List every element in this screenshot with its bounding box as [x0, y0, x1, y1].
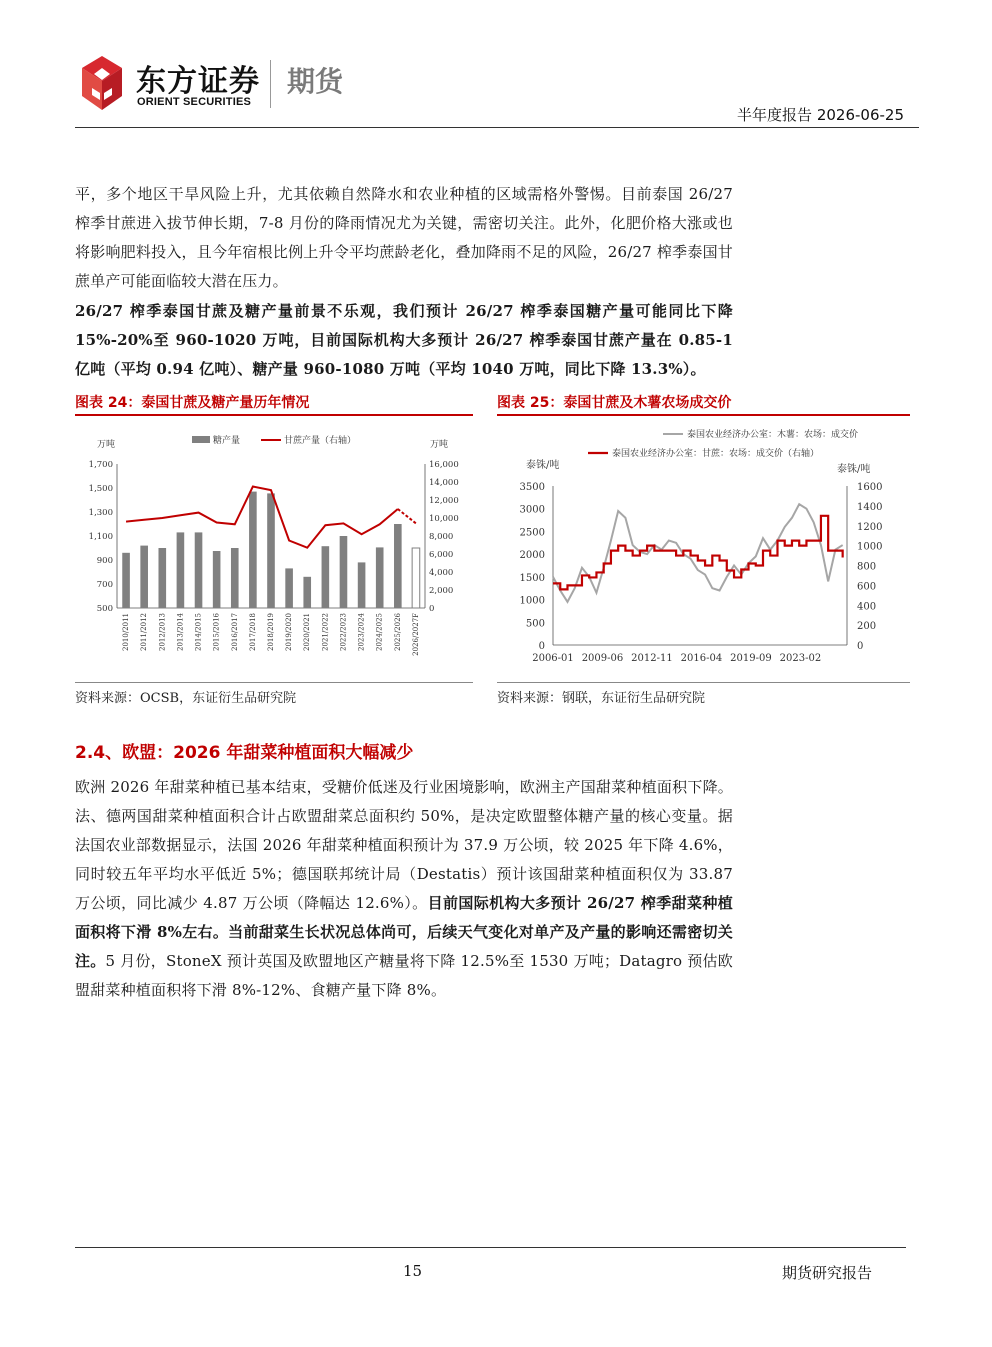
x-tick-label: 2009-06: [581, 653, 624, 664]
x-tick-label: 2018/2019: [267, 613, 275, 651]
bar-sugar-output: [177, 532, 185, 608]
y2-tick-label: 4,000: [429, 568, 454, 578]
figure-25-title: 图表 25：泰国甘蔗及木薯农场成交价: [497, 395, 732, 411]
legend-label-cane-price: 泰国农业经济办公室：甘蔗：农场：成交价（右轴）: [612, 449, 820, 459]
y2-tick-label: 10,000: [429, 514, 459, 524]
y-tick-label: 1,100: [88, 532, 113, 542]
y-tick-label: 2000: [519, 550, 545, 562]
paragraph-text: 26/27 榨季泰国甘蔗及糖产量前景不乐观，我们预计 26/27 榨季泰国糖产量可能同比下降 15%-20%至 960-1020 万吨，目前国际机构大多预计 26/27 榨季泰国甘蔗产量在 0.85-1 亿吨（平均 0.94 亿吨）、糖产量 960-1080 万吨（平均 1040 万吨，同比下降 13.3%）。: [75, 302, 733, 378]
x-tick-label: 2015/2016: [212, 613, 221, 651]
y-tick-label: 1,500: [88, 484, 113, 494]
y-tick-label: 500: [525, 618, 545, 630]
section-heading-eu: 2.4、欧盟：2026 年甜菜种植面积大幅减少: [75, 743, 414, 763]
y-tick-label: 500: [96, 604, 113, 614]
x-tick-label: 2012/2013: [158, 613, 167, 651]
bar-sugar-output: [285, 568, 293, 608]
bar-sugar-output: [394, 524, 402, 608]
y-tick-label: 1500: [519, 572, 545, 584]
logo-separator: [270, 60, 271, 108]
figure-25-top-rule: [497, 414, 910, 416]
figure-25-bottom-rule: [497, 682, 910, 683]
y-tick-label: 1,700: [88, 460, 113, 470]
y2-tick-label: 0: [429, 604, 435, 614]
y-tick-label: 3500: [519, 482, 545, 493]
y2-tick-label: 6,000: [429, 550, 454, 560]
y2-tick-label: 800: [857, 561, 877, 573]
figure-24-source: 资料来源：OCSB，东证衍生品研究院: [75, 691, 297, 706]
y2-tick-label: 14,000: [429, 478, 459, 488]
y-tick-label: 1000: [519, 595, 545, 607]
paragraph-text: [75, 773, 733, 1005]
y-tick-label: 3000: [519, 504, 545, 516]
line-cane-price: [553, 516, 843, 590]
figure-24-title: 图表 24：泰国甘蔗及糖产量历年情况: [75, 395, 310, 411]
y2-tick-label: 8,000: [429, 532, 454, 542]
right-axis-unit: 万吨: [430, 440, 449, 450]
bar-sugar-output: [158, 548, 166, 608]
y-tick-label: 0: [538, 641, 545, 652]
bar-sugar-output: [376, 547, 384, 608]
x-tick-label: 2020/2021: [303, 613, 312, 651]
x-tick-label: 2014/2015: [194, 613, 203, 651]
brand-name-en: ORIENT SECURITIES: [137, 96, 252, 108]
y2-tick-label: 1000: [857, 541, 883, 553]
x-tick-label: 2011/2012: [140, 613, 149, 651]
figure-24-top-rule: [75, 414, 473, 416]
figure-25-source: 资料来源：钢联，东证衍生品研究院: [497, 691, 706, 706]
x-tick-label: 2006-01: [532, 653, 574, 664]
left-axis-unit: 万吨: [97, 440, 116, 450]
legend-label-sugar: 糖产量: [213, 436, 241, 446]
x-tick-label: 2013/2014: [176, 613, 185, 651]
bar-sugar-output: [340, 536, 348, 608]
x-tick-label: 2016-04: [680, 653, 723, 664]
x-tick-label: 2017/2018: [248, 613, 257, 651]
y2-tick-label: 16,000: [429, 460, 459, 470]
legend-label-cane: 甘蔗产量（右轴）: [284, 436, 357, 446]
y2-tick-label: 600: [857, 581, 877, 593]
paragraph-normal-text: 欧洲 2026 年甜菜种植已基本结束，受糖价低迷及行业困境影响，欧洲主产国甜菜种植面积下降。法、德两国甜菜种植面积合计占欧盟甜菜总面积约 50%，是决定欧盟整体糖产量的核心变量。据法国农业部数据显示，法国 2026 年甜菜种植面积预计为 37.9 万公顷，较 2025 年下降 4.6%，同时较五年平均水平低近 5%；德国联邦统计局（Destatis）预计该国甜菜种植面积仅为 33.87 万公顷，同比减少 4.87 万公顷（降幅达 12.6%）。: [75, 778, 733, 912]
y-tick-label: 1,300: [88, 508, 113, 518]
figure-24-bottom-rule: [75, 682, 473, 683]
x-tick-label: 2021/2022: [321, 613, 330, 651]
legend-swatch-sugar: [192, 436, 210, 443]
legend-label-cassava: 泰国农业经济办公室：木薯：农场：成交价: [687, 430, 859, 440]
bar-sugar-output: [122, 553, 130, 608]
paragraph-text: 平，多个地区干旱风险上升，尤其依赖自然降水和农业种植的区域需格外警惕。目前泰国 26/27 榨季甘蔗进入拔节伸长期，7-8 月份的降雨情况尤为关键，需密切关注。此外，化肥价格大涨或也将影响肥料投入，且今年宿根比例上升令平均蔗龄老化，叠加降雨不足的风险，26/27 榨季泰国甘蔗单产可能面临较大潜在压力。: [75, 185, 733, 290]
report-type-date: 半年度报告 2026-06-25: [737, 106, 904, 124]
bar-sugar-output: [267, 493, 275, 608]
y2-tick-label: 400: [857, 601, 877, 613]
x-tick-label: 2010/2011: [122, 613, 131, 651]
bar-sugar-output: [322, 546, 330, 608]
x-tick-label: 2026/2027F: [411, 613, 420, 656]
division-label: 期货: [287, 65, 344, 98]
header-rule: [75, 127, 919, 128]
y2-tick-label: 1600: [857, 482, 883, 493]
paragraph-tail-text: 5 月份，StoneX 预计英国及欧盟地区产糖量将下降 12.5%至 1530 万吨；Datagro 预估欧盟甜菜种植面积将下滑 8%-12%、食糖产量下降 8%。: [75, 952, 733, 999]
x-tick-label: 2019/2020: [285, 613, 294, 651]
x-tick-label: 2019-09: [730, 653, 772, 664]
bar-sugar-output: [303, 577, 311, 608]
bar-sugar-output: [412, 548, 420, 608]
y-tick-label: 700: [96, 580, 113, 590]
x-tick-label: 2023/2024: [357, 613, 366, 651]
bar-sugar-output: [358, 562, 366, 608]
y-tick-label: 2500: [519, 527, 545, 539]
x-tick-label: 2012-11: [631, 653, 673, 664]
line-cassava-price: [553, 504, 843, 602]
x-tick-label: 2023-02: [779, 653, 822, 664]
bar-sugar-output: [249, 492, 257, 608]
y-tick-label: 900: [96, 556, 113, 566]
bar-sugar-output: [195, 532, 203, 608]
paragraph-thailand-weather: [75, 180, 733, 296]
brand-logo-icon: [78, 54, 126, 112]
right-axis-unit: 泰铢/吨: [837, 464, 871, 475]
footer-report-type: 期货研究报告: [782, 1264, 873, 1282]
y2-tick-label: 1400: [857, 501, 883, 513]
y2-tick-label: 2,000: [429, 586, 454, 596]
paragraph-thailand-outlook: [75, 297, 733, 384]
x-tick-label: 2016/2017: [230, 613, 239, 651]
y2-tick-label: 12,000: [429, 496, 459, 506]
footer-rule: [75, 1247, 906, 1248]
brand-name-cn: 东方证券: [136, 64, 260, 99]
line-cane-forecast: [398, 509, 416, 523]
page-number: 15: [403, 1262, 423, 1280]
left-axis-unit: 泰铢/吨: [526, 460, 560, 471]
x-tick-label: 2024/2025: [375, 613, 384, 651]
bar-sugar-output: [231, 548, 239, 608]
chart-thailand-cane-sugar: [75, 420, 473, 682]
paragraph-eu-beet: [75, 773, 733, 1005]
bar-sugar-output: [140, 546, 148, 608]
x-tick-label: 2022/2023: [339, 613, 348, 651]
paragraph-bold-text: 目前国际机构大多预计 26/27 榨季甜菜种植面积将下滑 8%左右。当前甜菜生长状况总体尚可，后续天气变化对单产及产量的影响还需密切关注。: [75, 894, 733, 970]
line-cane-output: [126, 487, 398, 548]
y2-tick-label: 200: [857, 621, 877, 633]
x-tick-label: 2025/2026: [393, 613, 402, 651]
y2-tick-label: 0: [857, 641, 864, 652]
y2-tick-label: 1200: [857, 521, 883, 533]
bar-sugar-output: [213, 551, 221, 608]
chart-thailand-farm-prices: [497, 420, 910, 682]
